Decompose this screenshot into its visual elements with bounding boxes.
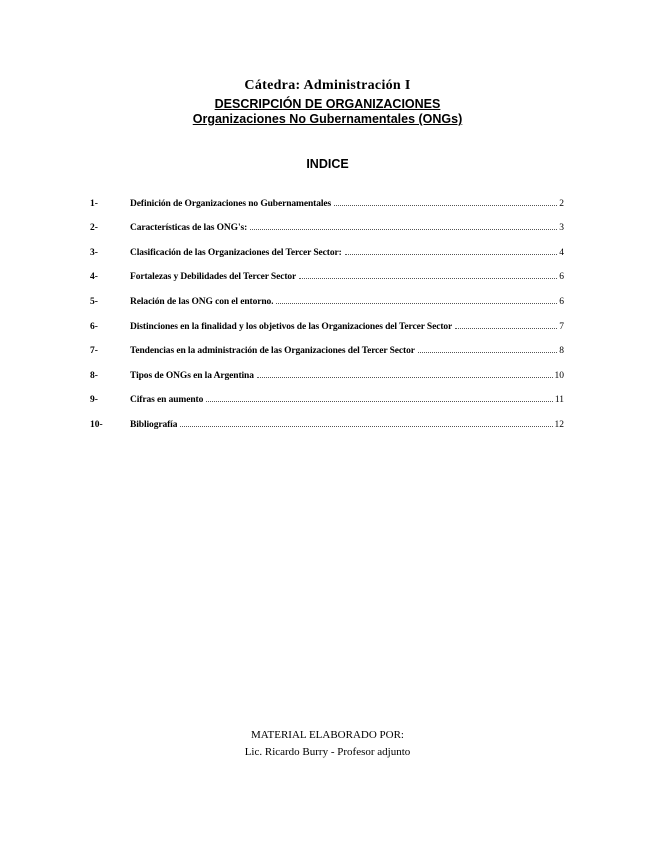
toc-entry-title: Características de las ONG's: <box>130 223 248 234</box>
toc-dot-leader <box>276 303 557 304</box>
toc-entry-title: Relación de las ONG con el entorno. <box>130 296 274 307</box>
toc-entry-5 <box>90 282 564 307</box>
document-subtitle: Organizaciones No Gubernamentales (ONGs) <box>192 112 463 126</box>
toc-entry-number: 4- <box>90 272 98 283</box>
toc-entry-4 <box>90 258 564 283</box>
toc-entry-page: 6 <box>559 296 564 307</box>
toc-dot-leader <box>418 352 557 353</box>
toc-entry-10 <box>90 405 564 430</box>
toc-entry-title: Tipos de ONGs en la Argentina <box>130 370 254 381</box>
toc-entry-page: 2 <box>559 198 564 209</box>
toc-entry-title: Cifras en aumento <box>130 395 204 406</box>
toc-entry-title: Bibliografía <box>130 419 178 430</box>
toc-entry-title: Clasificación de las Organizaciones del Tercer Sector: <box>130 247 342 258</box>
toc-entry-page: 10 <box>554 370 564 381</box>
toc-entry-title: Fortalezas y Debilidades del Tercer Sector <box>130 272 297 283</box>
toc-entry-number: 10- <box>90 419 103 430</box>
toc-entry-number: 9- <box>90 395 98 406</box>
toc-entry-title: Tendencias en la administración de las Organizaciones del Tercer Sector <box>130 346 415 357</box>
toc-entry-6 <box>90 307 564 332</box>
toc-dot-leader <box>180 426 552 427</box>
toc-entry-number: 8- <box>90 370 98 381</box>
toc-dot-leader <box>345 254 558 255</box>
toc-dot-leader <box>257 377 553 378</box>
index-heading: INDICE <box>306 157 349 171</box>
catedra-heading: Cátedra: Administración I <box>244 78 411 93</box>
toc-entry-page: 3 <box>559 223 564 234</box>
toc-entry-1 <box>90 184 564 209</box>
document-title: DESCRIPCIÓN DE ORGANIZACIONES <box>214 97 441 111</box>
document-footer <box>0 727 655 761</box>
toc-entry-3 <box>90 233 564 258</box>
toc-entry-8 <box>90 356 564 381</box>
toc-entry-2 <box>90 209 564 234</box>
toc-entry-page: 8 <box>559 346 564 357</box>
toc-entry-page: 7 <box>559 321 564 332</box>
toc-entry-number: 3- <box>90 247 98 258</box>
toc-dot-leader <box>334 205 557 206</box>
toc-dot-leader <box>206 401 553 402</box>
toc-entry-page: 6 <box>559 272 564 283</box>
toc-entry-page: 12 <box>554 419 564 430</box>
toc-dot-leader <box>455 328 557 329</box>
toc-entry-title: Distinciones en la finalidad y los objetivos de las Organizaciones del Tercer Sector <box>130 321 453 332</box>
toc-dot-leader <box>299 278 557 279</box>
table-of-contents <box>90 184 564 430</box>
toc-entry-page: 4 <box>559 247 564 258</box>
toc-dot-leader <box>250 229 557 230</box>
toc-entry-page: 11 <box>554 395 564 406</box>
toc-entry-9 <box>90 381 564 406</box>
toc-entry-title: Definición de Organizaciones no Gubernamentales <box>130 198 332 209</box>
document-header <box>0 77 655 127</box>
toc-entry-number: 1- <box>90 198 98 209</box>
toc-entry-number: 5- <box>90 296 98 307</box>
toc-entry-number: 6- <box>90 321 98 332</box>
toc-entry-number: 2- <box>90 223 98 234</box>
toc-entry-7 <box>90 332 564 357</box>
toc-entry-number: 7- <box>90 346 98 357</box>
author-label: MATERIAL ELABORADO POR: <box>251 729 404 741</box>
author-name: Lic. Ricardo Burry - Profesor adjunto <box>244 746 411 758</box>
